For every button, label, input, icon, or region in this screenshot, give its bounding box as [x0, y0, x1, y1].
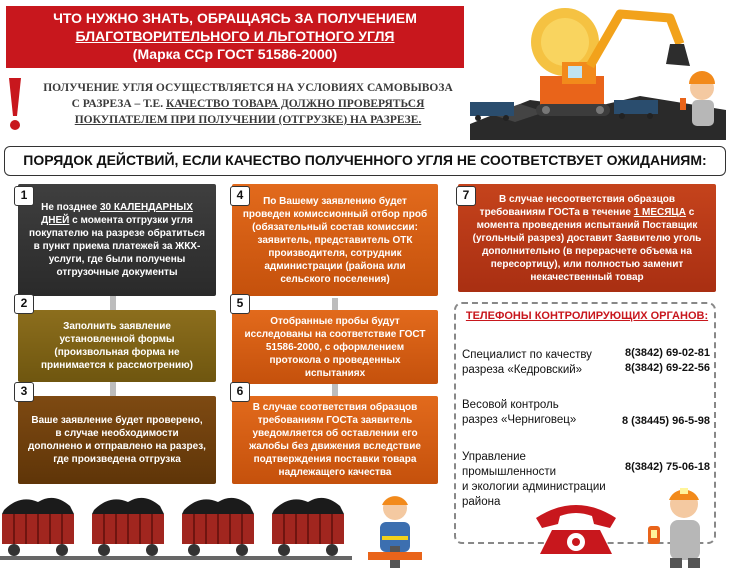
phone-entry-1-numbers — [606, 346, 710, 376]
step-1-post: с момента отгрузки угля покупателю на разрезе обратиться в пункт приема платежей за ЖКХ-услуги, где были получены отгрузочные документы — [29, 215, 205, 278]
excavator-icon — [470, 4, 726, 140]
procedure-title: ПОРЯДОК ДЕЙСТВИЙ, ЕСЛИ КАЧЕСТВО ПОЛУЧЕННОГО УГЛЯ НЕ СООТВЕТСТВУЕТ ОЖИДАНИЯМ: — [4, 146, 726, 176]
step-4-number: 4 — [230, 186, 250, 206]
step-1-number: 1 — [14, 186, 34, 206]
step-1-text — [28, 201, 206, 279]
phone-entry-1-label-1: Специалист по качеству — [462, 349, 592, 361]
phone-entry-1-label-2: разреза «Кедровский» — [462, 364, 583, 376]
step-5-box — [232, 310, 438, 384]
step-4-text: По Вашему заявлению будет проведен комиссионный отбор проб (обязательный состав комиссии: заявитель, представитель ОТК производителя, сотрудник администрации (района или сельского поселения) — [242, 195, 428, 285]
step-1-box — [18, 184, 216, 296]
phone-entry-2-label-1: Весовой контроль — [462, 399, 559, 411]
connector-2-3 — [110, 380, 116, 396]
phone-entry-1-number-1: 8(3842) 69-02-81 — [624, 347, 710, 359]
notice-line-2b: КАЧЕСТВО ТОВАРА ДОЛЖНО ПРОВЕРЯТЬСЯ — [165, 98, 425, 110]
phone-entry-3-label-1: Управление — [462, 451, 526, 463]
phone-entry-3-label-4: района — [462, 496, 501, 508]
header-line-2: БЛАГОТВОРИТЕЛЬНОГО И ЛЬГОТНОГО УГЛЯ — [75, 28, 395, 44]
phone-entry-1-label — [462, 348, 612, 378]
step-3-box — [18, 396, 216, 484]
step-2-text: Заполнить заявление установленной формы (произвольная форма не принимается к рассмотрению) — [40, 321, 193, 371]
header-line-1: ЧТО НУЖНО ЗНАТЬ, ОБРАЩАЯСЬ ЗА ПОЛУЧЕНИЕМ — [53, 10, 417, 26]
step-6-box — [232, 396, 438, 484]
phone-entry-2-label-2: разрез «Черниговец» — [462, 414, 577, 426]
connector-5-6 — [332, 382, 338, 396]
coal-railcar-icon — [0, 492, 352, 572]
phone-entry-2-number: 8 (38445) 96-5-98 — [621, 415, 710, 427]
step-2-number: 2 — [14, 294, 34, 314]
phone-entry-3-label-3: и экологии администрации — [462, 481, 606, 493]
notice-text — [30, 80, 466, 128]
step-5-number: 5 — [230, 294, 250, 314]
step-5-text: Отобранные пробы будут исследованы на соответствие ГОСТ 51586-2000, с оформлением протокола о проведенных испытаниях — [244, 315, 426, 379]
step-4-box — [232, 184, 438, 296]
step-7-box — [458, 184, 716, 292]
step-7-post: с момента проведения испытаний Поставщик (угольный разрез) доставит Заявителю уголь дополнительно (в перерасчете объема на пересортицу), или полностью заменит некачественный товар — [472, 206, 702, 283]
miner-with-lamp-icon — [640, 482, 720, 570]
step-7-number: 7 — [456, 186, 476, 206]
step-3-text: Ваше заявление будет проверено, в случае необходимости дополнено и отправлено на разрез, где произведена отгрузка — [28, 415, 206, 465]
step-1-pre: Не позднее — [41, 202, 100, 213]
step-7-em: 1 МЕСЯЦА — [633, 206, 686, 218]
step-3-number: 3 — [14, 382, 34, 402]
phones-title: ТЕЛЕФОНЫ КОНТРОЛИРУЮЩИХ ОРГАНОВ: — [465, 310, 709, 322]
header-banner — [6, 6, 464, 68]
step-6-text: В случае соответствия образцов требованиям ГОСТа заявитель уведомляется об оставлении его жалобы без движения вследствие подтверждения поставки товара надлежащего качества — [249, 402, 421, 478]
notice-line-3: ПОКУПАТЕЛЕМ ПРИ ПОЛУЧЕНИИ (ОТГРУЗКЕ) НА РАЗРЕЗЕ. — [74, 114, 422, 126]
step-7-pre: В случае несоответствия образцов требованиям ГОСТа в течение — [479, 193, 675, 218]
phone-entry-3-number: 8(3842) 75-06-18 — [624, 461, 710, 473]
step-2-box — [18, 310, 216, 382]
telephone-icon — [530, 496, 622, 558]
step-7-text — [468, 193, 706, 284]
warning-exclamation-icon — [4, 76, 26, 132]
notice-line-1: ПОЛУЧЕНИЕ УГЛЯ ОСУЩЕСТВЛЯЕТСЯ НА УСЛОВИЯХ САМОВЫВОЗА — [43, 82, 453, 94]
phone-entry-3-label-2: промышленности — [462, 466, 557, 478]
header-line-3: (Марка ССр ГОСТ 51586-2000) — [132, 46, 338, 62]
phone-entry-2-label — [462, 398, 612, 428]
step-6-number: 6 — [230, 382, 250, 402]
step-1-em: 30 КАЛЕНДАРНЫХ ДНЕЙ — [41, 202, 193, 226]
phone-entry-1-number-2: 8(3842) 69-22-56 — [624, 362, 710, 374]
worker-with-drill-icon — [360, 490, 430, 570]
notice-line-2a: С РАЗРЕЗА – Т.Е. — [71, 98, 166, 110]
notice-line-2 — [30, 96, 466, 112]
